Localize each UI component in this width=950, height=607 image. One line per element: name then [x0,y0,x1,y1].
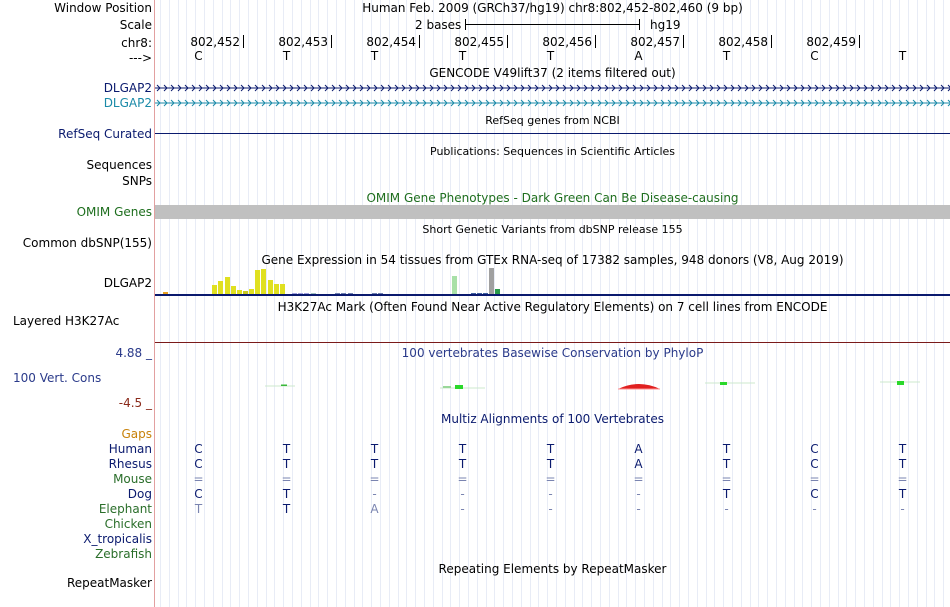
aligned-base: T [722,457,731,471]
chr-label: chr8: [121,36,152,50]
aligned-base: - [372,487,377,501]
coordinate-label: 802,456 [542,35,592,49]
aligned-base: = [897,472,908,486]
multiz-track-title: Multiz Alignments of 100 Vertebrates [440,412,665,426]
gaps-label[interactable]: Gaps [121,427,152,441]
gtex-tissue-bar[interactable] [225,277,230,294]
reference-base: T [546,49,555,63]
h3k27ac-baseline [155,342,950,343]
strand-label: ---> [128,51,152,65]
aligned-base: T [282,487,291,501]
track-data-area[interactable] [155,0,950,607]
gtex-tissue-bar[interactable] [231,286,236,294]
window-position-value: Human Feb. 2009 (GRCh37/hg19) chr8:802,452-802,460 (9 bp) [362,1,743,15]
aligned-base: T [282,457,291,471]
aligned-base: T [458,442,467,456]
refseq-gene-line[interactable] [155,133,950,134]
aligned-base: T [722,487,731,501]
refseq-curated-label[interactable]: RefSeq Curated [58,127,152,141]
aligned-base: - [900,502,905,516]
coordinate-label: 802,458 [718,35,768,49]
coordinate-label: 802,452 [190,35,240,49]
species-label[interactable]: Elephant [98,502,152,516]
coordinate-tick [507,35,508,48]
reference-base: T [898,49,907,63]
species-label[interactable]: Mouse [113,472,152,486]
scale-bar-left-tick [465,19,466,30]
snps-label[interactable]: SNPs [122,174,152,188]
aligned-base: - [460,487,465,501]
aligned-base: = [457,472,468,486]
omim-track-title: OMIM Gene Phenotypes - Dark Green Can Be Disease-causing [366,191,739,205]
common-dbsnp-label[interactable]: Common dbSNP(155) [22,236,152,250]
conservation-signal[interactable] [155,376,950,396]
reference-base: C [810,49,819,63]
aligned-base: T [282,502,291,516]
reference-base: T [458,49,467,63]
aligned-base: A [370,502,379,516]
omim-genes-label[interactable]: OMIM Genes [76,205,152,219]
coordinate-label: 802,454 [366,35,416,49]
coordinate-tick [419,35,420,48]
scale-label: Scale [119,18,152,32]
scale-bar [465,24,640,25]
aligned-base: T [282,442,291,456]
gencode-gene-models[interactable] [155,82,950,108]
aligned-base: C [810,457,819,471]
species-label[interactable]: X_tropicalis [83,532,152,546]
coordinate-label: 802,455 [454,35,504,49]
conservation-track-label[interactable]: 100 Vert. Cons [13,371,102,385]
window-position-label: Window Position [54,1,152,15]
gencode-track-title: GENCODE V49lift37 (2 items filtered out) [429,66,676,80]
aligned-base: = [721,472,732,486]
aligned-base: T [546,457,555,471]
species-label[interactable]: Dog [127,487,152,501]
aligned-base: A [634,442,643,456]
reference-base: T [722,49,731,63]
aligned-base: = [545,472,556,486]
reference-base: T [282,49,291,63]
gtex-gene-label[interactable]: DLGAP2 [103,276,152,290]
coordinate-label: 802,457 [630,35,680,49]
aligned-base: = [369,472,380,486]
conservation-max-label: 4.88 _ [115,346,152,360]
sequences-label[interactable]: Sequences [86,158,152,172]
species-label[interactable]: Chicken [104,517,152,531]
scale-bar-right-tick [639,19,640,30]
conservation-track-title: 100 vertebrates Basewise Conservation by PhyloP [401,346,704,360]
aligned-base: - [636,487,641,501]
scale-left-text: 2 bases [415,18,462,32]
aligned-base: C [194,487,203,501]
aligned-base: T [546,442,555,456]
gencode-gene-label-2[interactable]: DLGAP2 [103,96,152,110]
refseq-track-title: RefSeq genes from NCBI [485,114,620,127]
aligned-base: = [633,472,644,486]
gtex-tissue-bar[interactable] [261,269,266,294]
aligned-base: = [281,472,292,486]
gtex-tissue-bar[interactable] [452,276,457,294]
h3k27ac-track-title: H3K27Ac Mark (Often Found Near Active Regulatory Elements) on 7 cell lines from ENCODE [277,300,828,314]
aligned-base: - [812,502,817,516]
gtex-tissue-bar[interactable] [489,268,494,294]
omim-gene-bar[interactable] [155,205,950,219]
gtex-tissue-bar[interactable] [218,281,223,294]
aligned-base: T [370,457,379,471]
aligned-base: C [194,457,203,471]
conservation-min-label: -4.5 _ [118,396,152,410]
coordinate-tick [595,35,596,48]
aligned-base: A [634,457,643,471]
publications-track-title: Publications: Sequences in Scientific Articles [430,145,675,158]
aligned-base: = [809,472,820,486]
aligned-base: - [548,487,553,501]
aligned-base: T [898,487,907,501]
track-labels-panel [0,0,154,607]
reference-base: A [634,49,643,63]
layered-h3k27ac-label[interactable]: Layered H3K27Ac [13,314,120,328]
aligned-base: T [722,442,731,456]
aligned-base: - [636,502,641,516]
coordinate-label: 802,453 [278,35,328,49]
aligned-base: C [810,442,819,456]
gtex-baseline [155,294,950,296]
aligned-base: T [898,442,907,456]
gtex-tissue-bar[interactable] [255,270,260,294]
aligned-base: T [458,457,467,471]
reference-base: C [194,49,203,63]
coordinate-tick [771,35,772,48]
coordinate-tick [243,35,244,48]
coordinate-tick [683,35,684,48]
species-label[interactable]: Rhesus [108,457,152,471]
coordinate-tick [331,35,332,48]
aligned-base: = [193,472,204,486]
aligned-base: - [724,502,729,516]
aligned-base: - [460,502,465,516]
aligned-base: T [370,442,379,456]
gencode-gene-label-1[interactable]: DLGAP2 [103,81,152,95]
aligned-base: C [194,442,203,456]
dbsnp-track-title: Short Genetic Variants from dbSNP release 155 [422,223,683,236]
aligned-base: - [548,502,553,516]
coordinate-tick [859,35,860,48]
gtex-track-title: Gene Expression in 54 tissues from GTEx RNA-seq of 17382 samples, 948 donors (V8, Aug 2019) [261,253,844,267]
reference-base: T [370,49,379,63]
aligned-base: C [810,487,819,501]
gtex-tissue-bar[interactable] [274,284,279,294]
coordinate-label: 802,459 [806,35,856,49]
aligned-base: T [194,502,203,516]
gtex-tissue-bar[interactable] [280,284,285,294]
repeatmasker-label[interactable]: RepeatMasker [66,576,152,590]
gtex-tissue-bar[interactable] [212,285,217,294]
repeatmasker-track-title: Repeating Elements by RepeatMasker [438,562,667,576]
scale-right-text: hg19 [650,18,681,32]
aligned-base: T [898,457,907,471]
species-label[interactable]: Human [108,442,152,456]
species-label[interactable]: Zebrafish [95,547,152,561]
gtex-tissue-bar[interactable] [268,280,273,294]
